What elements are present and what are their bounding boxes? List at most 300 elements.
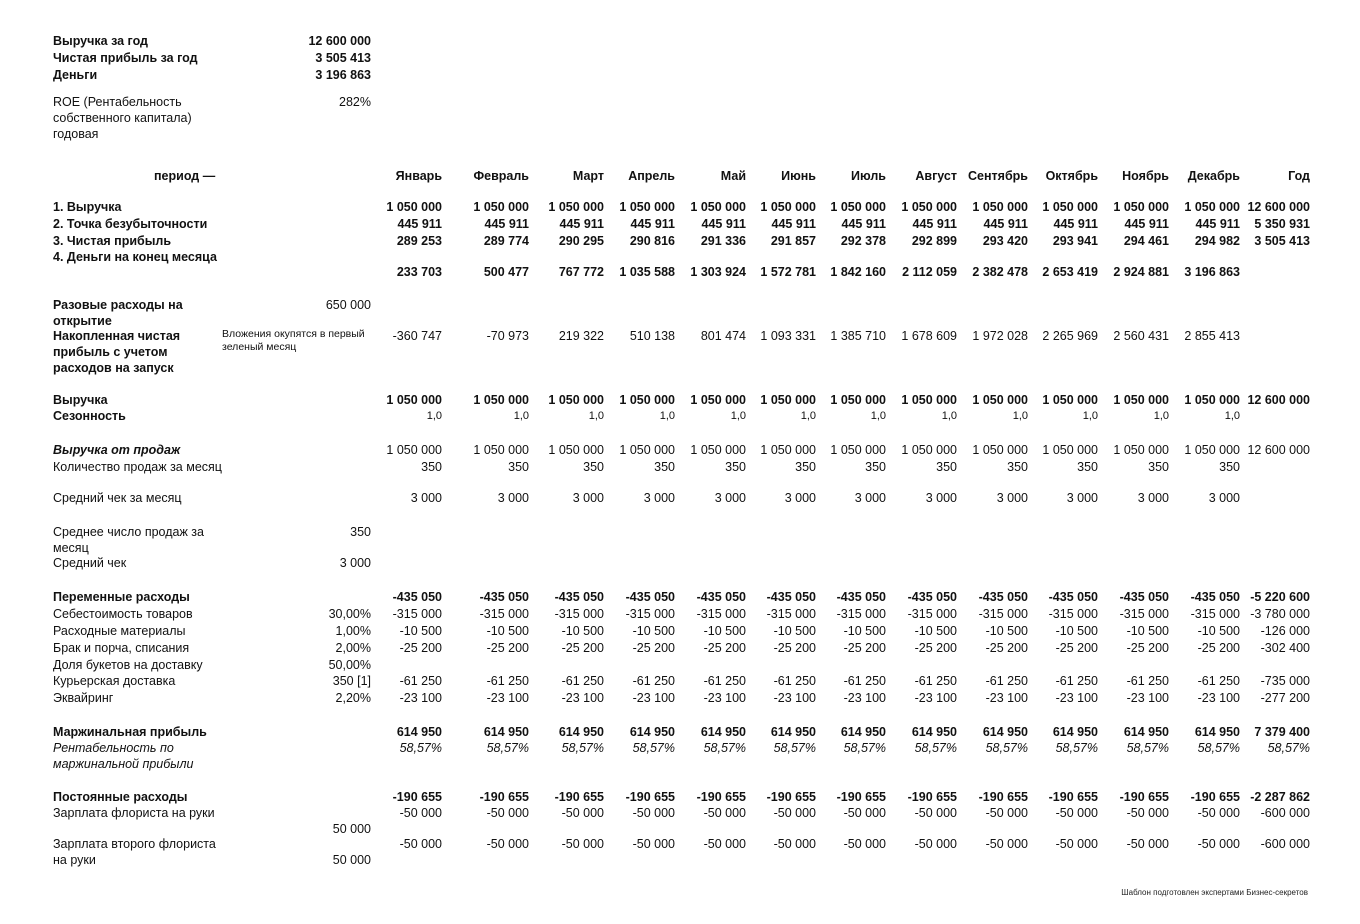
table-cell: -23 100 xyxy=(1055,691,1098,705)
table-cell: 350 xyxy=(936,460,957,474)
table-cell: -25 200 xyxy=(843,641,886,655)
table-cell: 445 911 xyxy=(771,217,816,231)
table-cell: 614 950 xyxy=(1123,725,1169,739)
table-cell: 3 000 xyxy=(1137,491,1169,505)
row-parameter: 2,20% xyxy=(335,691,371,705)
table-cell: 2 382 478 xyxy=(972,265,1028,279)
table-cell: -435 050 xyxy=(836,590,886,604)
table-cell: 1 050 000 xyxy=(1042,443,1098,457)
table-cell: 1 050 000 xyxy=(386,200,442,214)
month-header-1: Февраль xyxy=(473,169,529,183)
table-cell: -50 000 xyxy=(632,837,675,851)
table-cell: -600 000 xyxy=(1260,806,1310,820)
table-cell: 3 505 413 xyxy=(1254,234,1310,248)
table-cell: -10 500 xyxy=(703,624,746,638)
table-cell: 350 xyxy=(1148,460,1169,474)
table-cell: -61 250 xyxy=(843,674,886,688)
table-cell: 445 911 xyxy=(559,217,604,231)
month-header-4: Май xyxy=(720,169,746,183)
table-cell: -23 100 xyxy=(703,691,746,705)
table-cell: -50 000 xyxy=(914,806,957,820)
table-cell: 292 899 xyxy=(911,234,957,248)
row-parameter: 30,00% xyxy=(328,607,371,621)
table-cell: 58,57% xyxy=(632,741,675,755)
table-cell: 5 350 931 xyxy=(1254,217,1310,231)
table-cell: 350 xyxy=(583,460,604,474)
table-cell: 445 911 xyxy=(1124,217,1169,231)
table-cell: -190 655 xyxy=(1190,790,1240,804)
row-note: Вложения окупятся в первый зеленый месяц xyxy=(222,328,365,353)
table-cell: 350 xyxy=(1007,460,1028,474)
table-cell: -10 500 xyxy=(1126,624,1169,638)
table-cell: 58,57% xyxy=(1197,741,1240,755)
table-cell: -10 500 xyxy=(486,624,529,638)
table-cell: 1 050 000 xyxy=(760,393,816,407)
table-cell: 1 050 000 xyxy=(901,393,957,407)
table-cell: 1 303 924 xyxy=(690,265,746,279)
table-cell: -23 100 xyxy=(1126,691,1169,705)
table-cell: -23 100 xyxy=(773,691,816,705)
table-cell: -50 000 xyxy=(773,837,816,851)
table-cell: 1 050 000 xyxy=(972,443,1028,457)
table-cell: -50 000 xyxy=(561,806,604,820)
table-cell: -50 000 xyxy=(985,806,1028,820)
table-cell: 614 950 xyxy=(770,725,816,739)
table-cell: 614 950 xyxy=(982,725,1028,739)
table-cell: -190 655 xyxy=(907,790,957,804)
table-cell: -50 000 xyxy=(399,837,442,851)
table-cell: -10 500 xyxy=(914,624,957,638)
table-cell: -50 000 xyxy=(399,806,442,820)
table-cell: -50 000 xyxy=(843,806,886,820)
table-cell: 1 093 331 xyxy=(760,329,816,343)
month-header-10: Ноябрь xyxy=(1122,169,1169,183)
table-cell: -50 000 xyxy=(561,837,604,851)
row-label: Средний чек xyxy=(53,556,127,570)
table-cell: -10 500 xyxy=(985,624,1028,638)
table-cell: -315 000 xyxy=(907,607,957,621)
table-cell: 1 050 000 xyxy=(1184,200,1240,214)
table-cell: 2 265 969 xyxy=(1042,329,1098,343)
table-cell: -435 050 xyxy=(907,590,957,604)
table-cell: -10 500 xyxy=(632,624,675,638)
table-cell: -735 000 xyxy=(1260,674,1310,688)
row-label: Рентабельность по маржинальной прибыли xyxy=(53,741,194,771)
table-cell: 3 000 xyxy=(784,491,816,505)
table-cell: -61 250 xyxy=(703,674,746,688)
table-cell: 58,57% xyxy=(486,741,529,755)
table-cell: 1,0 xyxy=(1224,410,1240,422)
table-cell: -10 500 xyxy=(561,624,604,638)
table-cell: 350 xyxy=(654,460,675,474)
table-cell: 58,57% xyxy=(399,741,442,755)
table-cell: 2 855 413 xyxy=(1184,329,1240,343)
table-cell: 58,57% xyxy=(1267,741,1310,755)
month-header-0: Январь xyxy=(395,169,442,183)
table-cell: -277 200 xyxy=(1260,691,1310,705)
row-label: Доля букетов на доставку xyxy=(53,658,203,672)
row-parameter: 650 000 xyxy=(325,298,371,312)
table-cell: 350 xyxy=(795,460,816,474)
table-cell: 291 336 xyxy=(700,234,746,248)
table-cell: -61 250 xyxy=(985,674,1028,688)
table-cell: 12 600 000 xyxy=(1247,200,1310,214)
table-cell: 58,57% xyxy=(1126,741,1169,755)
table-cell: 12 600 000 xyxy=(1247,393,1310,407)
table-cell: 291 857 xyxy=(770,234,816,248)
row-label: Расходные материалы xyxy=(53,624,186,638)
table-cell: 2 653 419 xyxy=(1042,265,1098,279)
row-label: Постоянные расходы xyxy=(53,790,188,804)
row-label: 4. Деньги на конец месяца xyxy=(53,250,217,264)
table-cell: 3 000 xyxy=(1066,491,1098,505)
table-cell: -302 400 xyxy=(1260,641,1310,655)
table-cell: 1 842 160 xyxy=(830,265,886,279)
summary-revenue-value: 12 600 000 xyxy=(308,34,371,48)
table-cell: -435 050 xyxy=(1048,590,1098,604)
table-cell: 445 911 xyxy=(484,217,529,231)
table-cell: -435 050 xyxy=(978,590,1028,604)
table-cell: -50 000 xyxy=(486,837,529,851)
table-cell: -23 100 xyxy=(399,691,442,705)
row-label: Эквайринг xyxy=(53,691,114,705)
row-label: Себестоимость товаров xyxy=(53,607,193,621)
summary-roe-label: ROE (Рентабельность собственного капитала) годовая xyxy=(53,95,192,141)
table-cell: -25 200 xyxy=(561,641,604,655)
table-cell: -190 655 xyxy=(554,790,604,804)
table-cell: 350 xyxy=(865,460,886,474)
row-label: Среднее число продаж за месяц xyxy=(53,525,204,555)
table-cell: -23 100 xyxy=(486,691,529,705)
table-cell: -50 000 xyxy=(985,837,1028,851)
table-cell: 3 000 xyxy=(410,491,442,505)
row-label: Зарплата флориста на руки xyxy=(53,806,215,820)
table-cell: -315 000 xyxy=(479,607,529,621)
table-cell: 2 924 881 xyxy=(1113,265,1169,279)
table-cell: 1 050 000 xyxy=(619,443,675,457)
month-header-11: Декабрь xyxy=(1187,169,1240,183)
table-cell: 1 050 000 xyxy=(830,443,886,457)
table-cell: -315 000 xyxy=(766,607,816,621)
row-label: Выручка от продаж xyxy=(53,443,181,457)
table-cell: -10 500 xyxy=(843,624,886,638)
table-cell: 3 000 xyxy=(643,491,675,505)
table-cell: -315 000 xyxy=(392,607,442,621)
table-cell: -435 050 xyxy=(392,590,442,604)
table-cell: 7 379 400 xyxy=(1254,725,1310,739)
table-cell: 445 911 xyxy=(1053,217,1098,231)
table-cell: 294 461 xyxy=(1123,234,1169,248)
table-cell: 614 950 xyxy=(1052,725,1098,739)
table-cell: 58,57% xyxy=(773,741,816,755)
table-cell: 1,0 xyxy=(588,410,604,422)
month-header-2: Март xyxy=(572,169,604,183)
table-cell: -61 250 xyxy=(1055,674,1098,688)
row-parameter: 50 000 xyxy=(332,853,371,867)
table-cell: 1,0 xyxy=(513,410,529,422)
table-cell: 614 950 xyxy=(629,725,675,739)
table-cell: 1 050 000 xyxy=(690,393,746,407)
table-cell: -315 000 xyxy=(836,607,886,621)
table-cell: 289 774 xyxy=(483,234,529,248)
table-cell: 292 378 xyxy=(840,234,886,248)
table-cell: 3 000 xyxy=(497,491,529,505)
table-cell: 1 050 000 xyxy=(830,393,886,407)
table-cell: -435 050 xyxy=(554,590,604,604)
table-cell: 1 050 000 xyxy=(548,393,604,407)
table-cell: 445 911 xyxy=(983,217,1028,231)
table-cell: -61 250 xyxy=(773,674,816,688)
table-cell: 1 050 000 xyxy=(690,200,746,214)
row-label: 3. Чистая прибыль xyxy=(53,234,172,248)
table-cell: -190 655 xyxy=(1119,790,1169,804)
row-parameter: 350 xyxy=(350,525,371,539)
row-label: 1. Выручка xyxy=(53,200,122,214)
table-cell: -61 250 xyxy=(486,674,529,688)
table-cell: -23 100 xyxy=(914,691,957,705)
table-cell: 445 911 xyxy=(1195,217,1240,231)
row-parameter: 350 [1] xyxy=(332,674,371,688)
table-cell: 1 050 000 xyxy=(760,443,816,457)
table-cell: -50 000 xyxy=(486,806,529,820)
table-cell: 1 050 000 xyxy=(1042,393,1098,407)
table-cell: 614 950 xyxy=(396,725,442,739)
table-cell: 1 050 000 xyxy=(1042,200,1098,214)
table-cell: 1 050 000 xyxy=(619,393,675,407)
month-header-9: Октябрь xyxy=(1045,169,1098,183)
month-header-3: Апрель xyxy=(628,169,675,183)
table-cell: 1,0 xyxy=(426,410,442,422)
row-label: Переменные расходы xyxy=(53,590,190,604)
table-cell: 614 950 xyxy=(700,725,746,739)
table-cell: 445 911 xyxy=(912,217,957,231)
table-cell: 58,57% xyxy=(914,741,957,755)
summary-revenue-label: Выручка за год xyxy=(53,34,148,48)
table-cell: 350 xyxy=(421,460,442,474)
table-cell: 1 050 000 xyxy=(1184,393,1240,407)
row-label: Накопленная чистая прибыль с учетом расходов на запуск xyxy=(53,329,181,375)
table-cell: -70 973 xyxy=(486,329,529,343)
month-header-8: Сентябрь xyxy=(968,169,1028,183)
table-cell: -360 747 xyxy=(392,329,442,343)
table-cell: 350 xyxy=(508,460,529,474)
table-cell: -315 000 xyxy=(1048,607,1098,621)
table-cell: 1 050 000 xyxy=(760,200,816,214)
table-cell: 1 972 028 xyxy=(972,329,1028,343)
table-cell: -435 050 xyxy=(766,590,816,604)
summary-cash-value: 3 196 863 xyxy=(315,68,371,82)
table-cell: 58,57% xyxy=(1055,741,1098,755)
table-cell: 350 xyxy=(725,460,746,474)
month-header-12: Год xyxy=(1288,169,1310,183)
table-cell: 3 000 xyxy=(714,491,746,505)
table-cell: -25 200 xyxy=(1055,641,1098,655)
table-cell: 2 112 059 xyxy=(902,265,957,279)
table-cell: 1 050 000 xyxy=(901,200,957,214)
table-cell: -50 000 xyxy=(1126,806,1169,820)
table-cell: -3 780 000 xyxy=(1250,607,1310,621)
table-cell: 293 420 xyxy=(982,234,1028,248)
table-cell: 614 950 xyxy=(840,725,886,739)
table-cell: 1 035 588 xyxy=(619,265,675,279)
table-cell: -25 200 xyxy=(773,641,816,655)
table-cell: -50 000 xyxy=(1126,837,1169,851)
footer-credit: Шаблон подготовлен экспертами Бизнес-секретов xyxy=(1121,888,1308,897)
table-cell: 445 911 xyxy=(841,217,886,231)
table-cell: -50 000 xyxy=(914,837,957,851)
table-cell: 801 474 xyxy=(700,329,746,343)
table-cell: 3 000 xyxy=(572,491,604,505)
table-cell: 1 050 000 xyxy=(1113,443,1169,457)
table-cell: 294 982 xyxy=(1194,234,1240,248)
table-cell: 1 050 000 xyxy=(386,443,442,457)
table-cell: -25 200 xyxy=(486,641,529,655)
summary-cash-label: Деньги xyxy=(53,68,98,82)
table-cell: 1 050 000 xyxy=(901,443,957,457)
table-cell: -50 000 xyxy=(1197,806,1240,820)
table-cell: -600 000 xyxy=(1260,837,1310,851)
table-cell: -61 250 xyxy=(1126,674,1169,688)
table-cell: -25 200 xyxy=(632,641,675,655)
table-cell: 614 950 xyxy=(483,725,529,739)
table-cell: 219 322 xyxy=(558,329,604,343)
row-label: Сезонность xyxy=(53,409,126,423)
table-cell: 3 000 xyxy=(1208,491,1240,505)
table-cell: -50 000 xyxy=(1055,837,1098,851)
row-label: Зарплата второго флориста на руки xyxy=(53,837,216,867)
table-cell: 510 138 xyxy=(629,329,675,343)
table-cell: 3 000 xyxy=(854,491,886,505)
table-cell: 1 385 710 xyxy=(830,329,886,343)
table-cell: -10 500 xyxy=(1055,624,1098,638)
table-cell: 58,57% xyxy=(985,741,1028,755)
table-cell: -50 000 xyxy=(1197,837,1240,851)
table-cell: 1 050 000 xyxy=(473,200,529,214)
row-label: Брак и порча, списания xyxy=(53,641,190,655)
table-cell: -190 655 xyxy=(479,790,529,804)
table-cell: -50 000 xyxy=(843,837,886,851)
table-cell: 1 050 000 xyxy=(1184,443,1240,457)
row-parameter: 50,00% xyxy=(328,658,371,672)
table-cell: -435 050 xyxy=(1119,590,1169,604)
table-cell: 1,0 xyxy=(730,410,746,422)
row-parameter: 2,00% xyxy=(335,641,371,655)
row-parameter: 1,00% xyxy=(335,624,371,638)
table-cell: -315 000 xyxy=(696,607,746,621)
table-cell: 293 941 xyxy=(1052,234,1098,248)
table-cell: -315 000 xyxy=(625,607,675,621)
table-cell: 1 050 000 xyxy=(972,393,1028,407)
table-cell: -435 050 xyxy=(1190,590,1240,604)
table-cell: -126 000 xyxy=(1260,624,1310,638)
table-cell: 1 050 000 xyxy=(473,443,529,457)
table-cell: 1 050 000 xyxy=(548,443,604,457)
table-cell: 12 600 000 xyxy=(1247,443,1310,457)
row-label: 2. Точка безубыточности xyxy=(53,217,208,231)
table-cell: -10 500 xyxy=(773,624,816,638)
table-cell: 445 911 xyxy=(630,217,675,231)
table-cell: 767 772 xyxy=(558,265,604,279)
row-parameter: 50 000 xyxy=(332,822,371,836)
table-cell: 289 253 xyxy=(396,234,442,248)
summary-profit-value: 3 505 413 xyxy=(315,51,371,65)
table-cell: 1,0 xyxy=(659,410,675,422)
table-cell: 1,0 xyxy=(800,410,816,422)
row-label: Количество продаж за месяц xyxy=(53,460,222,474)
table-cell: -190 655 xyxy=(836,790,886,804)
table-cell: -50 000 xyxy=(1055,806,1098,820)
table-cell: 1 050 000 xyxy=(619,200,675,214)
table-cell: 290 295 xyxy=(558,234,604,248)
table-cell: 1,0 xyxy=(1012,410,1028,422)
table-cell: -61 250 xyxy=(399,674,442,688)
table-cell: 58,57% xyxy=(703,741,746,755)
row-label: Выручка xyxy=(53,393,108,407)
table-cell: -50 000 xyxy=(773,806,816,820)
table-cell: 500 477 xyxy=(483,265,529,279)
table-cell: -23 100 xyxy=(843,691,886,705)
table-cell: -25 200 xyxy=(1126,641,1169,655)
table-cell: -50 000 xyxy=(703,806,746,820)
table-cell: -190 655 xyxy=(978,790,1028,804)
table-cell: -25 200 xyxy=(1197,641,1240,655)
table-cell: 1 050 000 xyxy=(1113,393,1169,407)
table-cell: 233 703 xyxy=(396,265,442,279)
table-cell: -435 050 xyxy=(625,590,675,604)
table-cell: 1,0 xyxy=(1082,410,1098,422)
table-cell: 614 950 xyxy=(1194,725,1240,739)
table-cell: 1 050 000 xyxy=(972,200,1028,214)
table-cell: 1 572 781 xyxy=(760,265,816,279)
table-cell: 1,0 xyxy=(870,410,886,422)
table-cell: -25 200 xyxy=(703,641,746,655)
row-parameter: 3 000 xyxy=(339,556,371,570)
table-cell: 1,0 xyxy=(1153,410,1169,422)
table-cell: 2 560 431 xyxy=(1113,329,1169,343)
table-cell: 1,0 xyxy=(941,410,957,422)
table-cell: -23 100 xyxy=(632,691,675,705)
table-cell: 350 xyxy=(1077,460,1098,474)
table-cell: 290 816 xyxy=(629,234,675,248)
table-cell: -190 655 xyxy=(1048,790,1098,804)
table-cell: -5 220 600 xyxy=(1250,590,1310,604)
table-cell: -50 000 xyxy=(632,806,675,820)
row-label: Маржинальная прибыль xyxy=(53,725,207,739)
row-label: Курьерская доставка xyxy=(53,674,176,688)
table-cell: -25 200 xyxy=(399,641,442,655)
table-cell: 614 950 xyxy=(911,725,957,739)
table-cell: -190 655 xyxy=(766,790,816,804)
table-cell: 58,57% xyxy=(843,741,886,755)
table-cell: 1 678 609 xyxy=(901,329,957,343)
table-cell: 3 196 863 xyxy=(1184,265,1240,279)
table-cell: 1 050 000 xyxy=(690,443,746,457)
period-label: период — xyxy=(154,169,216,183)
month-header-5: Июнь xyxy=(781,169,816,183)
table-cell: -23 100 xyxy=(985,691,1028,705)
table-cell: -435 050 xyxy=(696,590,746,604)
table-cell: -315 000 xyxy=(978,607,1028,621)
table-cell: -10 500 xyxy=(1197,624,1240,638)
table-cell: 1 050 000 xyxy=(548,200,604,214)
table-cell: 1 050 000 xyxy=(473,393,529,407)
table-cell: -315 000 xyxy=(1119,607,1169,621)
table-cell: -23 100 xyxy=(1197,691,1240,705)
table-cell: -61 250 xyxy=(632,674,675,688)
table-cell: -190 655 xyxy=(392,790,442,804)
table-cell: 3 000 xyxy=(925,491,957,505)
table-cell: 614 950 xyxy=(558,725,604,739)
